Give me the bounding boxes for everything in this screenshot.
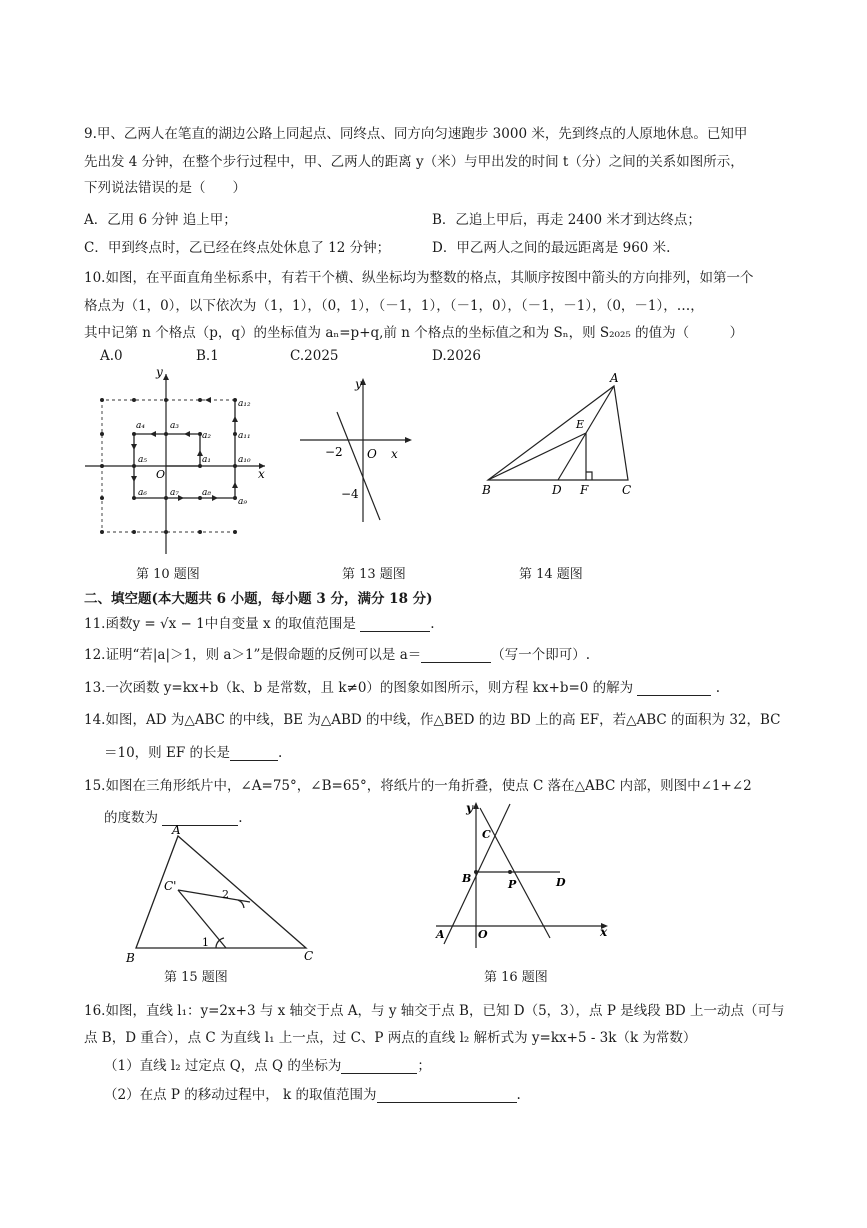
q14-line1: 14.如图，AD 为△ABC 的中线，BE 为△ABD 的中线，作△BED 的边 BD 上的高 EF，若△ABC 的面积为 32，BC xyxy=(84,712,781,728)
fig10-y-label: y xyxy=(156,365,163,379)
q14-answer-blank[interactable] xyxy=(230,746,278,761)
fig16-label-y: y xyxy=(466,801,473,815)
figure-13 xyxy=(295,372,425,532)
fig14-label-a: A xyxy=(610,371,619,385)
q14-text: ＝10，则 EF 的长是 xyxy=(104,745,230,761)
fig15-label-a: A xyxy=(172,823,181,837)
fig14-label-c: C xyxy=(622,483,632,497)
q15-line1: 15.如图在三角形纸片中，∠A=75°，∠B=65°，将纸片的一角折叠，使点 C 落在△ABC 内部，则图中∠1+∠2 xyxy=(84,778,752,794)
figure-15 xyxy=(120,822,320,970)
q9-line3: 下列说法错误的是（ ） xyxy=(84,180,246,196)
q16-line2: 点 B，D 重合），点 C 为直线 l₁ 上一点，过 C、P 两点的直线 l₂ 解析式为 y=kx+5 - 3k（k 为常数） xyxy=(84,1030,697,1046)
figure-10 xyxy=(80,364,280,564)
fig15-label-c-prime: C' xyxy=(164,879,177,893)
fig10-label-a3: a₃ xyxy=(170,421,179,431)
q14-text-end: . xyxy=(277,745,283,761)
q9-line1: 9.甲、乙两人在笔直的湖边公路上同起点、同终点、同方向匀速跑步 3000 米，先到终点的人原地休息。已知甲 xyxy=(84,126,748,142)
q16-sub2-answer-blank[interactable] xyxy=(377,1088,517,1103)
fig10-label-a8: a₈ xyxy=(202,488,211,498)
fig10-label-a12: a₁₂ xyxy=(238,399,251,409)
fig13-origin: O xyxy=(367,447,377,461)
fig14-label-f: F xyxy=(580,483,589,497)
fig10-label-a11: a₁₁ xyxy=(238,431,251,441)
fig15-caption: 第 15 题图 xyxy=(164,970,228,985)
fig13-caption: 第 13 题图 xyxy=(342,567,406,582)
q11-answer-blank[interactable] xyxy=(360,617,430,632)
fig10-label-a7: a₇ xyxy=(170,488,179,498)
fig16-label-d: D xyxy=(556,876,566,889)
fig14-label-e: E xyxy=(576,418,585,431)
fig10-label-a10: a₁₀ xyxy=(238,455,251,465)
section-2-title: 二、填空题(本大题共 6 小题，每小题 3 分，满分 18 分) xyxy=(84,591,433,607)
q15-text: 的度数为 xyxy=(104,810,158,826)
q10-line2: 格点为（1，0），以下依次为（1，1），（0，1），（－1，1），（－1，0），（－1，－1），（0，－1），…， xyxy=(84,298,704,314)
figure-16 xyxy=(430,798,620,958)
fig10-label-a2: a₂ xyxy=(202,431,211,441)
q13 xyxy=(84,676,720,696)
q12-text: 12.证明“若|a|＞1，则 a＞1”是假命题的反例可以是 a＝ xyxy=(84,647,422,663)
q11-text-end: . xyxy=(430,616,435,632)
fig10-x-label: x xyxy=(258,467,265,481)
q10-option-d: D.2026 xyxy=(432,348,481,364)
q12-answer-blank[interactable] xyxy=(421,648,491,663)
fig15-label-b: B xyxy=(126,951,135,965)
q16-sub1-answer-blank[interactable] xyxy=(341,1059,417,1074)
q16-sub2 xyxy=(104,1083,521,1103)
q14-line2 xyxy=(104,741,282,761)
q9-line2: 先出发 4 分钟，在整个步行过程中，甲、乙两人的距离 y（米）与甲出发的时间 t（分）之间的关系如图所示， xyxy=(84,154,744,170)
fig15-angle-1: 1 xyxy=(202,936,209,949)
q10-line1: 10.如图，在平面直角坐标系中，有若干个横、纵坐标均为整数的格点，其顺序按图中箭头的方向排列，如第一个 xyxy=(84,270,754,286)
q13-answer-blank[interactable] xyxy=(637,681,711,696)
q16-sub1 xyxy=(104,1054,431,1074)
fig16-label-x: x xyxy=(600,925,608,939)
fig16-label-b: B xyxy=(462,872,472,885)
fig16-label-p: P xyxy=(508,878,517,891)
fig15-angle-2: 2 xyxy=(222,888,229,901)
q16-line1: 16.如图，直线 l₁：y=2x+3 与 x 轴交于点 A，与 y 轴交于点 B，已知 D（5，3），点 P 是线段 BD 上一动点（可与 xyxy=(84,1003,785,1019)
q10-line3: 其中记第 n 个格点（p，q）的坐标值为 aₙ=p+q,前 n 个格点的坐标值之和为 Sₙ，则 S₂₀₂₅ 的值为（ ） xyxy=(84,325,744,341)
fig10-caption: 第 10 题图 xyxy=(136,567,200,582)
fig10-label-a9: a₉ xyxy=(238,497,247,507)
fig13-x-intercept: −2 xyxy=(325,445,343,459)
fig13-x-label: x xyxy=(391,447,398,461)
fig16-label-a: A xyxy=(436,928,445,941)
q12 xyxy=(84,643,590,663)
fig10-origin: O xyxy=(156,468,166,481)
fig16-label-c: C xyxy=(482,828,491,841)
fig10-label-a1: a₁ xyxy=(202,455,211,465)
figure-14 xyxy=(472,368,652,508)
q9-option-a: A．乙用 6 分钟 追上甲； xyxy=(84,212,237,228)
q9-option-b: B．乙追上甲后，再走 2400 米才到达终点； xyxy=(432,212,701,228)
q15-text-end: . xyxy=(238,810,243,826)
q9-option-c: C．甲到终点时，乙已经在终点处休息了 12 分钟； xyxy=(84,240,391,256)
q10-option-a: A.0 xyxy=(100,348,123,364)
fig14-label-b: B xyxy=(482,483,491,497)
fig16-label-o: O xyxy=(478,928,488,941)
fig13-y-intercept: −4 xyxy=(341,487,359,501)
fig10-label-a6: a₆ xyxy=(138,488,147,498)
q13-text: 13.一次函数 y=kx+b（k、b 是常数，且 k≠0）的图象如图所示，则方程 kx+b=0 的解为 xyxy=(84,680,634,696)
q13-text-end: . xyxy=(715,680,721,696)
fig16-caption: 第 16 题图 xyxy=(484,970,548,985)
fig14-caption: 第 14 题图 xyxy=(519,567,583,582)
q16-sub2-text: （2）在点 P 的移动过程中， k 的取值范围为 xyxy=(104,1087,377,1103)
q11 xyxy=(84,612,434,632)
fig10-label-a5: a₅ xyxy=(138,455,147,465)
q10-option-b: B.1 xyxy=(196,348,219,364)
fig14-label-d: D xyxy=(552,483,562,497)
q16-sub2-text-end: . xyxy=(516,1087,521,1103)
q12-text-end: （写一个即可）. xyxy=(491,647,591,663)
q16-sub1-text: （1）直线 l₂ 过定点 Q，点 Q 的坐标为 xyxy=(104,1058,342,1074)
fig13-y-label: y xyxy=(355,377,362,391)
q11-text: 11.函数y = √x − 1中自变量 x 的取值范围是 xyxy=(84,616,356,632)
fig15-label-c: C xyxy=(304,949,314,963)
q16-sub1-text-end: ； xyxy=(417,1058,431,1074)
q10-option-c: C.2025 xyxy=(290,348,339,364)
fig10-label-a4: a₄ xyxy=(136,421,145,431)
q9-option-d: D．甲乙两人之间的最远距离是 960 米. xyxy=(432,240,671,256)
